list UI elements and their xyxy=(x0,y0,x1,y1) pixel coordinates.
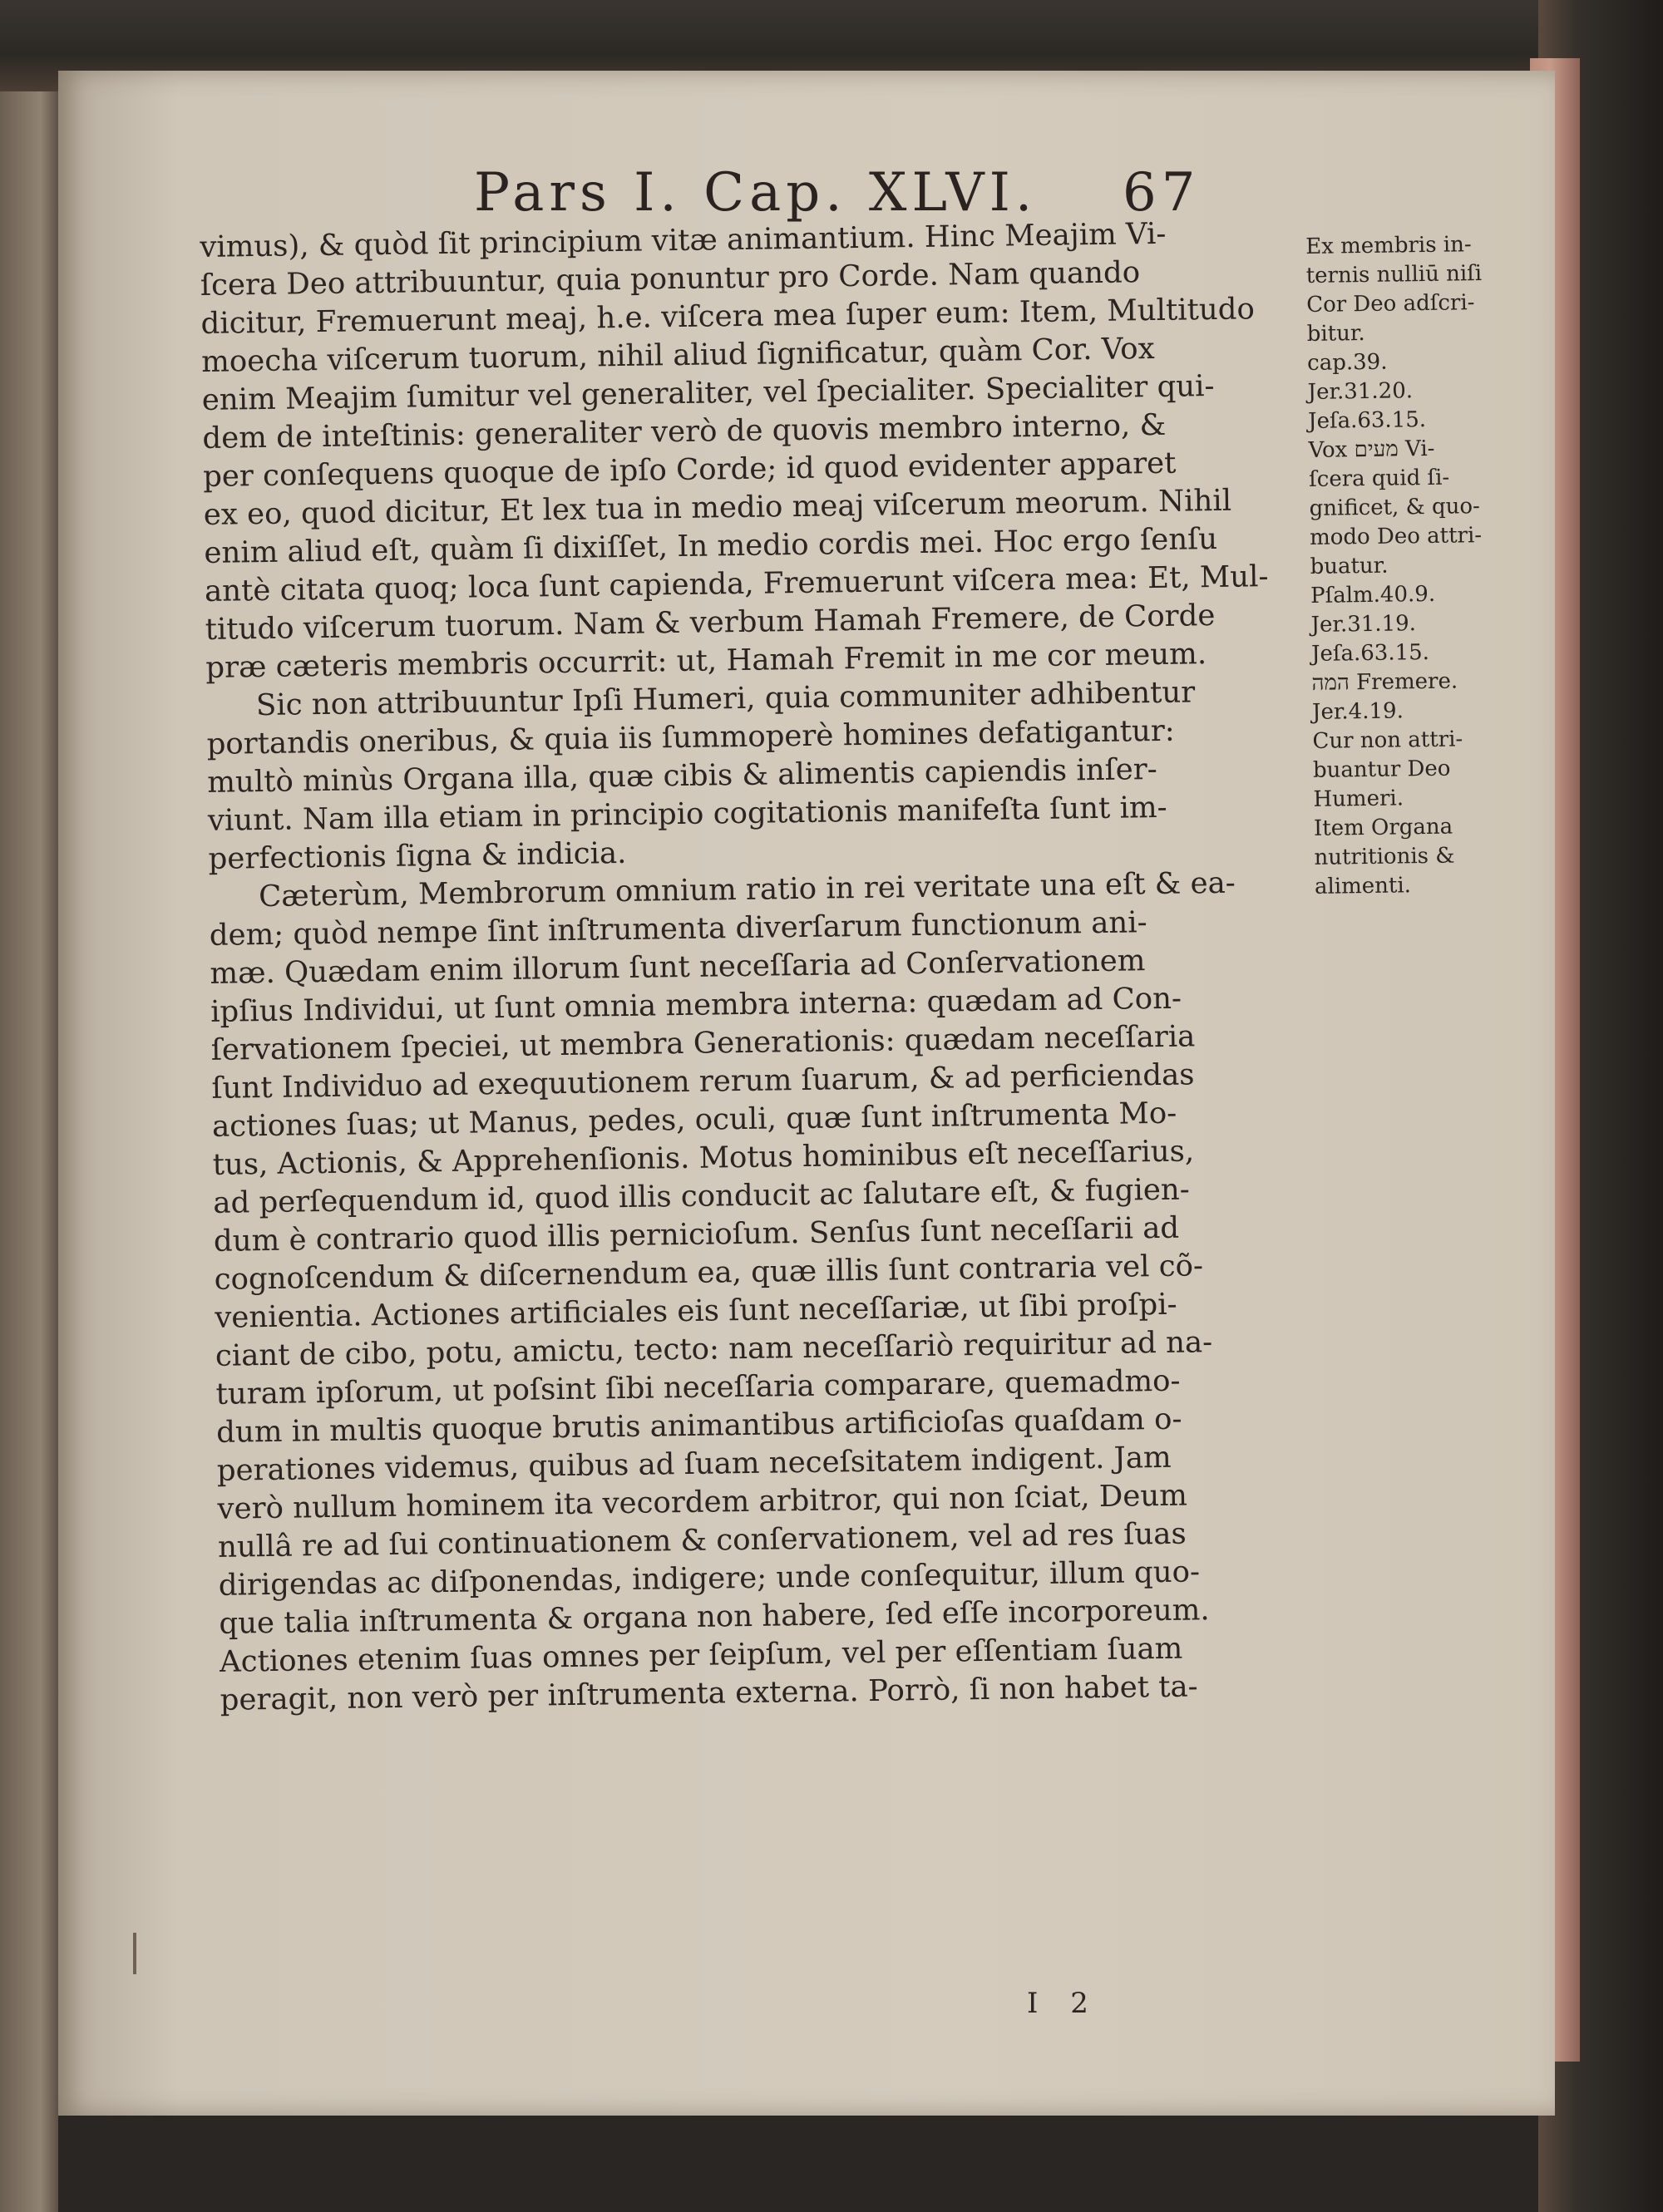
text-line: Cæterùm, Membrorum omnium ratio in rei veritate una eſt & ea- xyxy=(258,865,1236,914)
text-line: venientia. Actiones artificiales eis ſunt neceſſariæ, ut ſibi proſpi- xyxy=(215,1287,1177,1335)
text-line: ſunt Individuo ad exequutionem rerum ſuarum, & ad perficiendas xyxy=(211,1057,1195,1106)
text-line: turam ipſorum, ut poſsint ſibi neceſſaria comparare, quemadmo- xyxy=(215,1363,1181,1411)
page-number: 67 xyxy=(1123,162,1201,224)
text-line: tus, Actionis, & Apprehenſionis. Motus hominibus eſt neceſſarius, xyxy=(212,1134,1195,1182)
margin-note-line: alimenti. xyxy=(1314,873,1412,899)
text-line: enim aliud eſt, quàm ſi dixiſſet, In medio cordis mei. Hoc ergo ſenſu xyxy=(204,521,1218,570)
text-line: viunt. Nam illa etiam in principio cogitationis manifeſta ſunt im- xyxy=(207,790,1167,838)
text-line: multò minùs Organa illa, quæ cibis & alimentis capiendis inſer- xyxy=(207,751,1157,800)
margin-note-line: buatur. xyxy=(1310,553,1389,579)
text-line: ciant de cibo, potu, amictu, tecto: nam neceſſariò requiritur ad na- xyxy=(215,1325,1213,1373)
text-line: mæ. Quædam enim illorum ſunt neceſſaria ad Conſervationem xyxy=(210,943,1146,991)
text-line: antè citata quoq; loca ſunt capienda, Fremuerunt viſcera mea: Et, Mul- xyxy=(204,559,1269,608)
margin-note-line: modo Deo attri- xyxy=(1309,523,1483,550)
margin-note-line: Vox מעים Vi- xyxy=(1308,436,1435,463)
text-line: ſcera Deo attribuuntur, quia ponuntur pro Corde. Nam quando xyxy=(200,255,1141,303)
margin-note-line: Cur non attri- xyxy=(1312,727,1463,754)
margin-notes xyxy=(1305,230,1514,902)
text-line: que talia inſtrumenta & organa non habere, ſed eſſe incorporeum. xyxy=(219,1593,1210,1641)
margin-note-line: Jeſa.63.15. xyxy=(1307,406,1427,434)
text-line: dum in multis quoque brutis animantibus artificioſas quaſdam o- xyxy=(215,1402,1182,1450)
facing-page-edge xyxy=(0,91,58,2212)
text-line: præ cæteris membris occurrit: ut, Hamah Fremit in me cor meum. xyxy=(205,637,1207,685)
text-line: Actiones etenim ſuas omnes per ſeipſum, vel per eſſentiam ſuam xyxy=(219,1631,1183,1679)
margin-note-line: buantur Deo xyxy=(1312,756,1451,783)
text-line: dicitur, Fremuerunt meaj, h.e. viſcera mea ſuper eum: Item, Multitudo xyxy=(200,292,1256,341)
ink-mark xyxy=(133,1933,136,1974)
text-line: ſervationem ſpeciei, ut membra Generationis: quædam neceſſaria xyxy=(210,1019,1196,1067)
text-line: Sic non attribuuntur Ipſi Humeri, quia communiter adhibentur xyxy=(255,675,1196,723)
book-page xyxy=(58,71,1555,2116)
text-line: titudo viſcerum tuorum. Nam & verbum Hamah Fremere, de Corde xyxy=(205,598,1216,647)
margin-note-line: ternis nulliū niſi xyxy=(1305,261,1483,288)
text-line: dirigendas ac diſponendas, indigere; unde conſequitur, illum quo- xyxy=(218,1554,1201,1603)
text-line: nullâ re ad ſui continuationem & conſervationem, vel ad res ſuas xyxy=(217,1516,1187,1564)
text-line: actiones ſuas; ut Manus, pedes, oculi, quæ ſunt inſtrumenta Mo- xyxy=(211,1096,1177,1144)
text-line: dum è contrario quod illis pernicioſum. Senſus ſunt neceſſarii ad xyxy=(213,1210,1180,1259)
margin-note-line: gnificet, & quo- xyxy=(1309,494,1481,521)
text-line: perfectionis ſigna & indicia. xyxy=(208,835,627,876)
text-line: perationes videmus, quibus ad ſuam neceſsitatem indigent. Jam xyxy=(216,1440,1172,1488)
margin-note-line: Item Organa xyxy=(1313,814,1453,841)
chapter-title: Pars I. Cap. XLVI. xyxy=(474,162,1038,224)
margin-note-line: המה Fremere. xyxy=(1311,668,1458,696)
text-line: verò nullum hominem ita vecordem arbitror, qui non ſciat, Deum xyxy=(217,1478,1188,1526)
text-line: per conſequens quoque de ipſo Corde; id quod evidenter apparet xyxy=(202,446,1177,494)
signature-mark: I 2 xyxy=(1027,1987,1100,2020)
margin-note-line: Cor Deo adſcri- xyxy=(1306,290,1475,318)
text-line: portandis oneribus, & quia iis ſummoperè homines defatigantur: xyxy=(206,713,1176,761)
text-line: moecha viſcerum tuorum, nihil aliud ſignificatur, quàm Cor. Vox xyxy=(200,331,1155,379)
text-line: vimus), & quòd ſit principium vitæ animantium. Hinc Meajim Vi- xyxy=(200,216,1167,264)
text-line: ex eo, quod dicitur, Et lex tua in medio meaj viſcerum meorum. Nihil xyxy=(203,483,1232,532)
margin-note-line: Jer.31.19. xyxy=(1310,611,1417,638)
body-text xyxy=(200,213,1335,1720)
margin-note-line: Pſalm.40.9. xyxy=(1310,581,1436,608)
text-line: ipſius Individui, ut ſunt omnia membra interna: quædam ad Con- xyxy=(210,981,1182,1029)
margin-note-line: bitur. xyxy=(1306,321,1365,347)
text-line: dem; quòd nempe ſint inſtrumenta diverſarum functionum ani- xyxy=(209,905,1147,953)
margin-note-line: Humeri. xyxy=(1313,786,1404,812)
margin-note-line: Jer.4.19. xyxy=(1311,698,1404,725)
text-line: peragit, non verò per inſtrumenta externa. Porrò, ſi non habet ta- xyxy=(220,1669,1198,1717)
text-line: enim Meajim ſumitur vel generaliter, vel ſpecialiter. Specialiter qui- xyxy=(201,368,1215,417)
margin-note-line: Jeſa.63.15. xyxy=(1310,639,1430,667)
margin-note-line: Ex membris in- xyxy=(1305,232,1472,259)
margin-note-line: cap.39. xyxy=(1306,349,1388,376)
margin-note-line: nutritionis & xyxy=(1314,843,1455,870)
text-line: cognoſcendum & diſcernendum ea, quæ illis ſunt contraria vel cõ- xyxy=(214,1249,1204,1297)
text-line: dem de inteſtinis: generaliter verò de quovis membro interno, & xyxy=(202,407,1167,456)
margin-note-line: Jer.31.20. xyxy=(1307,378,1414,405)
text-line: ad perſequendum id, quod illis conducit ac ſalutare eſt, & fugien- xyxy=(213,1172,1190,1220)
margin-note-line: ſcera quid ſi- xyxy=(1308,465,1450,492)
